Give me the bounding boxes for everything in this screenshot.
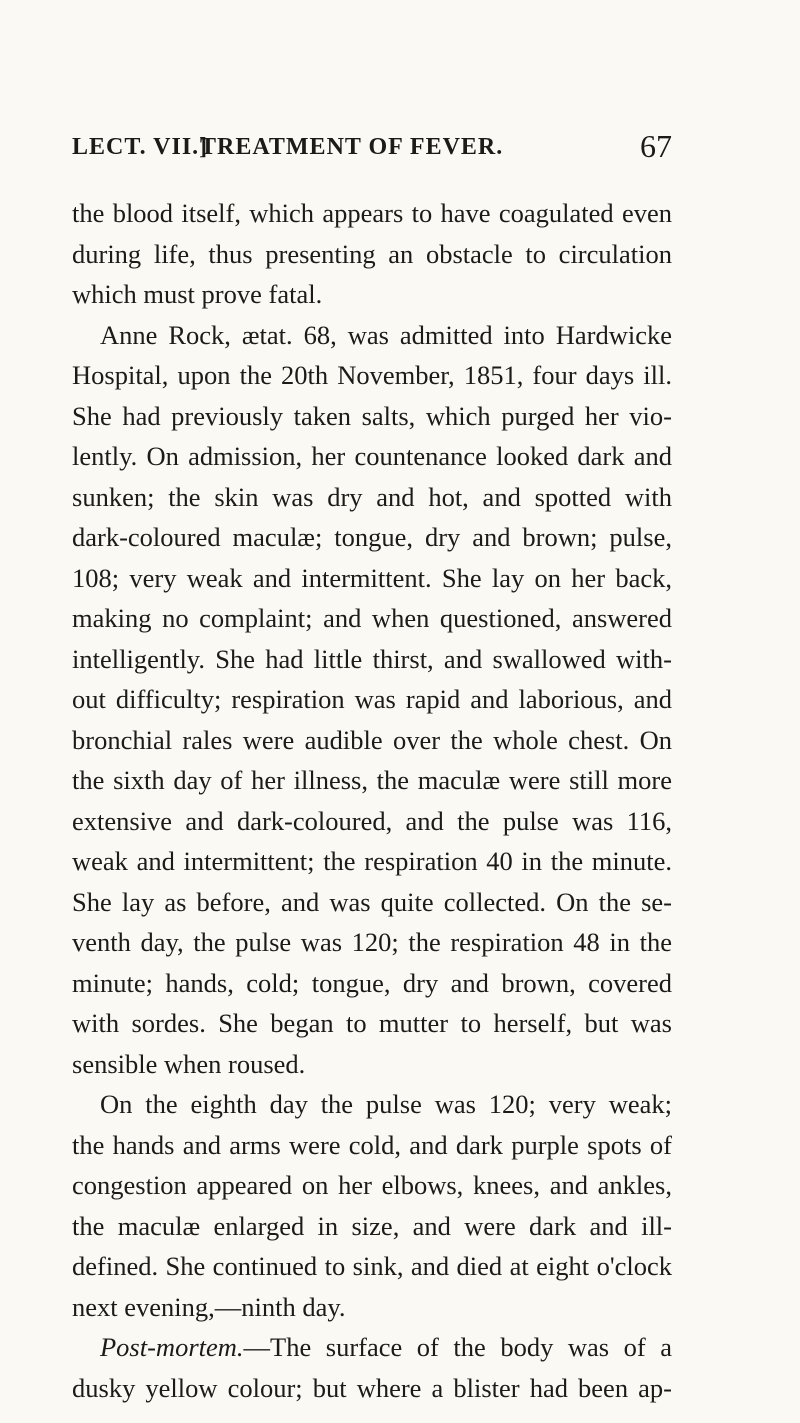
line-text: Anne Rock, ætat. 68, was admitted into Hardwicke [100,319,672,350]
text-line [72,1368,672,1409]
text-line [72,963,672,1004]
line-text: out difficulty; respiration was rapid and laborious, and [72,684,672,714]
text-line [72,720,672,761]
line-text: venth day, the pulse was 120; the respiration 48 in the [72,927,672,957]
text-line [72,1246,672,1287]
text-line [72,315,672,356]
line-text: the sixth day of her illness, the maculæ were still more [72,765,672,795]
chapter-title: TREATMENT OF FEVER. [200,134,504,160]
line-text: weak and intermittent; the respiration 40 in the minute. [72,846,672,876]
text-line [72,760,672,801]
line-text: minute; hands, cold; tongue, dry and brown, covered [72,967,672,998]
text-line [72,517,672,558]
running-header [72,128,672,168]
text-line [72,355,672,396]
text-line [72,1003,672,1044]
line-text: making no complaint; and when questioned, answered [72,603,672,633]
line-text: —The surface of the body was of a [243,1332,672,1362]
line-text: sunken; the skin was dry and hot, and spotted with [72,481,672,512]
line-text: dark-coloured maculæ; tongue, dry and brown; pulse, [72,522,672,552]
line-text: congestion appeared on her elbows, knees, and ankles, [72,1170,672,1200]
line-text: She had previously taken salts, which purged her vio- [72,400,672,431]
text-line [72,193,672,234]
text-line [72,274,672,315]
line-text: 108; very weak and intermittent. She lay on her back, [72,562,672,593]
text-line [72,1327,672,1368]
text-line [72,922,672,963]
line-text: On the eighth day the pulse was 120; very weak; [100,1089,672,1119]
text-line [72,882,672,923]
line-text: Hospital, upon the 20th November, 1851, four days ill. [72,360,672,390]
text-line [72,1206,672,1247]
italic-heading: Post-mortem. [100,1332,244,1362]
text-line [72,436,672,477]
line-text: defined. She continued to sink, and died at eight o'clock [72,1251,672,1281]
line-text: sensible when roused. [72,1048,306,1079]
text-line [72,639,672,680]
text-line [72,558,672,599]
line-text: She lay as before, and was quite collected. On the se- [72,886,672,917]
text-line [72,234,672,275]
text-line [72,1084,672,1125]
line-text: intelligently. She had little thirst, and swallowed with- [72,643,672,674]
line-text: during life, thus presenting an obstacle to circulation [72,238,672,269]
line-text: with sordes. She began to mutter to herself, but was [72,1008,672,1038]
text-line [72,598,672,639]
text-line [72,1125,672,1166]
line-text: which must prove fatal. [72,279,323,309]
text-line [72,679,672,720]
line-text: lently. On admission, her countenance looked dark and [72,441,672,471]
text-line [72,1287,672,1328]
text-line [72,801,672,842]
line-text: the blood itself, which appears to have coagulated even [72,198,672,228]
line-text: the hands and arms were cold, and dark purple spots of [72,1129,672,1160]
text-line [72,1044,672,1085]
text-line [72,477,672,518]
lecture-label: LECT. VII.] [72,134,209,160]
line-text: the maculæ enlarged in size, and were dark and ill- [72,1210,672,1241]
text-line [72,1165,672,1206]
page-number: 67 [640,128,672,164]
line-text: next evening,—ninth day. [72,1291,346,1322]
text-line [72,396,672,437]
body-text [72,193,672,1408]
text-line [72,841,672,882]
line-text: dusky yellow colour; but where a blister had been ap- [72,1372,672,1403]
line-text: bronchial rales were audible over the whole chest. On [72,724,672,755]
line-text: extensive and dark-coloured, and the pulse was 116, [72,805,672,836]
